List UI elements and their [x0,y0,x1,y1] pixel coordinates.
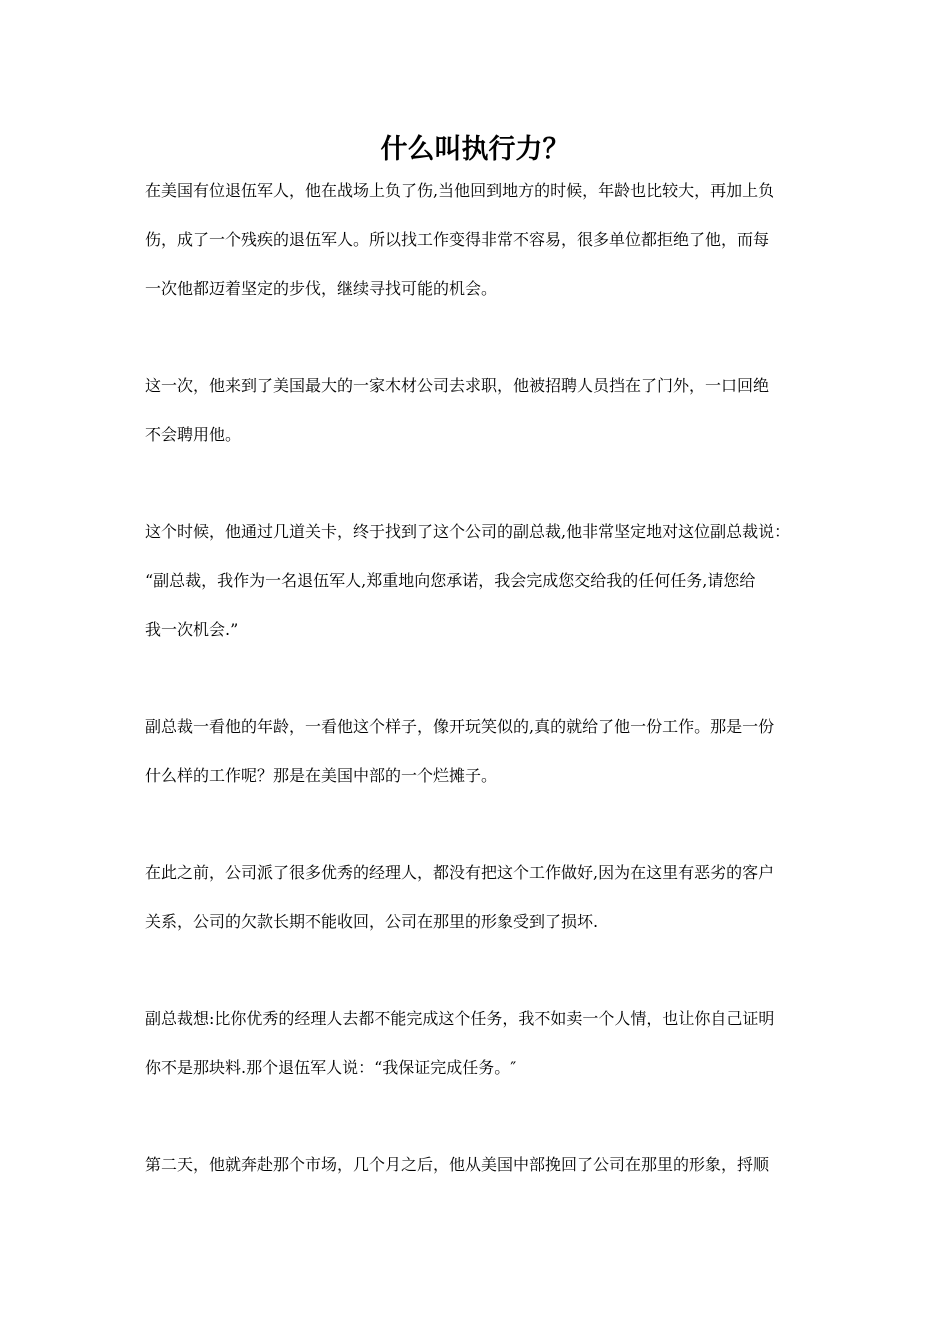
text-line: 副总裁一看他的年龄，一看他这个样子，像开玩笑似的,真的就给了他一份工作。那是一份 [145,717,775,736]
paragraph [145,1140,825,1189]
text-line: 关系，公司的欠款长期不能收回，公司在那里的形象受到了损坏. [145,912,599,931]
text-line: 这一次，他来到了美国最大的一家木材公司去求职，他被招聘人员挡在了门外，一口回绝 [145,376,770,395]
paragraph [145,507,825,654]
document-body [145,166,825,1237]
text-line: 我一次机会.” [145,620,239,639]
text-line: 一次他都迈着坚定的步伐，继续寻找可能的机会。 [145,279,498,298]
paragraph [145,994,825,1092]
paragraph [145,848,825,946]
paragraph [145,702,825,800]
text-line: 在美国有位退伍军人，他在战场上负了伤,当他回到地方的时候，年龄也比较大，再加上负 [145,181,775,200]
text-line: 这个时候，他通过几道关卡，终于找到了这个公司的副总裁,他非常坚定地对这位副总裁说： [145,522,791,541]
text-line: 副总裁想:比你优秀的经理人去都不能完成这个任务，我不如卖一个人情，也让你自己证明 [145,1009,775,1028]
text-line: 什么样的工作呢？那是在美国中部的一个烂摊子。 [145,766,498,785]
paragraph [145,361,825,459]
text-line: 你不是那块料.那个退伍军人说：“我保证完成任务。″ [145,1058,517,1077]
text-line: 在此之前，公司派了很多优秀的经理人，都没有把这个工作做好,因为在这里有恶劣的客户 [145,863,775,882]
text-line: “副总裁，我作为一名退伍军人,郑重地向您承诺，我会完成您交给我的任何任务,请您给 [145,571,756,590]
text-line: 不会聘用他。 [145,425,242,444]
paragraph [145,166,825,313]
document-title: 什么叫执行力？ [380,134,570,165]
text-line: 伤，成了一个残疾的退伍军人。所以找工作变得非常不容易，很多单位都拒绝了他，而每 [145,230,770,249]
text-line: 第二天，他就奔赴那个市场，几个月之后，他从美国中部挽回了公司在那里的形象，捋顺 [145,1155,770,1174]
